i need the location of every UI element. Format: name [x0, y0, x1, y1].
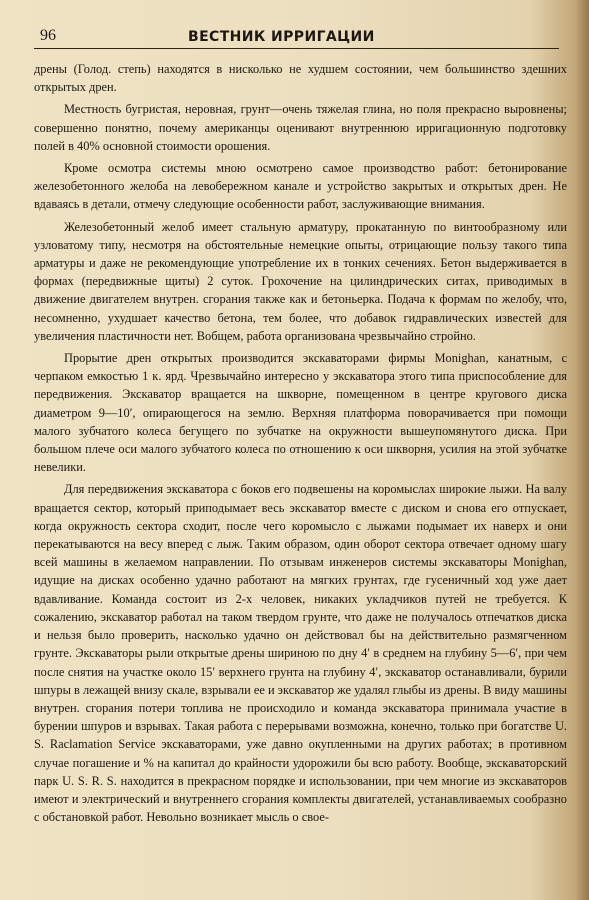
- running-title: ВЕСТНИК ИРРИГАЦИИ: [188, 29, 375, 45]
- paragraph: Для передвижения экскаватора с боков его подвешены на коромыслах широкие лыжи. На валу вращается сектор, который приподымает весь экскаватор вместе с диском и снова его отпускает, когда окружность сектора сходит, после чего коромысло с лыжами подымает их наверх и они перекатываются на весу вперед с лыж. Таким образом, один оборот сектора отвечает одному шагу всей машины в желаемом направлении. По отзывам инженеров системы экскаваторы Monighan, идущие на дисках особенно удачно работают на мягких грунтах, где гусеничный ход уже дает вдавливание. Команда состоит из 2-х человек, никаких укладчиков путей не требуется. К сожалению, экскаватор работал на таком твердом грунте, что даже не получалось отпечатков диска и нельзя было проверить, насколько удачно он действовал бы на действительно размягченном грунте. Экскаваторы рыли открытые дрены шириною по дну 4′ в среднем на глубину 5—6′, при чем после снятия на участке около 15′ верхнего грунта на глубину 4′, экскаватор останавливали, бурили шпуры в лежащей внизу скале, взрывали ее и экскаватор же удалял глыбы из дрены. В виду машины внутрен. сгорания потери топлива не происходило и команда экскаватора принимала участие в бурении шпуров и взрывах. Такая работа с перерывами возможна, конечно, только при богатстве U. S. Raclamation Service экскаваторами, уже давно окупленными на других работах; в противном случае погашение и % на капитал до крайности удорожили бы всю работу. Вообще, экскаваторский парк U. S. R. S. находится в прекрасном порядке и использовании, при чем многие из экскаваторов имеют и электрический и внутреннего сгорания комплекты двигателей, устанавливаемых сообразно с обстановкой работ. Невольно возникает мысль о свое-: [34, 482, 567, 825]
- paragraph: Кроме осмотра системы мною осмотрено самое производство работ: бетонирование железобетонного желоба на левобережном канале и устройство закрытых и открытых дрен. Не вдаваясь в детали, отмечу следующие особенности работ, заслуживающие внимания.: [34, 161, 567, 212]
- paragraph: Прорытие дрен открытых производится экскаваторами фирмы Monighan, канатным, с черпаком емкостью 1 к. ярд. Чрезвычайно интересно у экскаватора этого типа приспособление для передвижения. Экскаватор вращается на шкворне, помещенном в центре кругового диска диаметром 9—10′, опирающегося на землю. Верхняя платформа поворачивается при помощи малого зубчатого колеса бегущего по зубчатке на окружности вышеупомянутого диска. При большом плече оси малого зубчатого колеса по отношению к оси шкворня, усилия на этой зубчатке невелики.: [34, 351, 567, 475]
- text-column: [34, 60, 567, 892]
- paragraph: дрены (Голод. степь) находятся в нисколько не худшем состоянии, чем большинство здешних открытых дрен.: [34, 62, 567, 95]
- page-spine-shadow: [575, 0, 589, 900]
- paragraph: Железобетонный желоб имеет стальную арматуру, прокатанную по винтообразному или узловатому типу, несмотря на обстоятельные немецкие опыты, отрицающие пользу такого типа арматуры и даже не рекомендующие употребление их в тонких сечениях. Бетон выдерживается в формах (передвижные щиты) 2 суток. Грохочение на цилиндрических ситах, приводимых в движение двигателем внутрен. сгорания также как и бетоньерка. Подача к формам по желобу, что, несомненно, ухудшает качество бетона, тем более, что добавок гидравлических известей для увеличения пластичности нет. Вобщем, работа организована чрезвычайно стройно.: [34, 219, 567, 343]
- paragraph: Местность бугристая, неровная, грунт—очень тяжелая глина, но поля прекрасно выровнены; совершенно понятно, почему американцы оценивают внутреннюю ирригационную подготовку полей в 40% основной стоимости орошения.: [34, 102, 567, 153]
- page-number: 96: [40, 27, 56, 44]
- page-header: [34, 22, 559, 49]
